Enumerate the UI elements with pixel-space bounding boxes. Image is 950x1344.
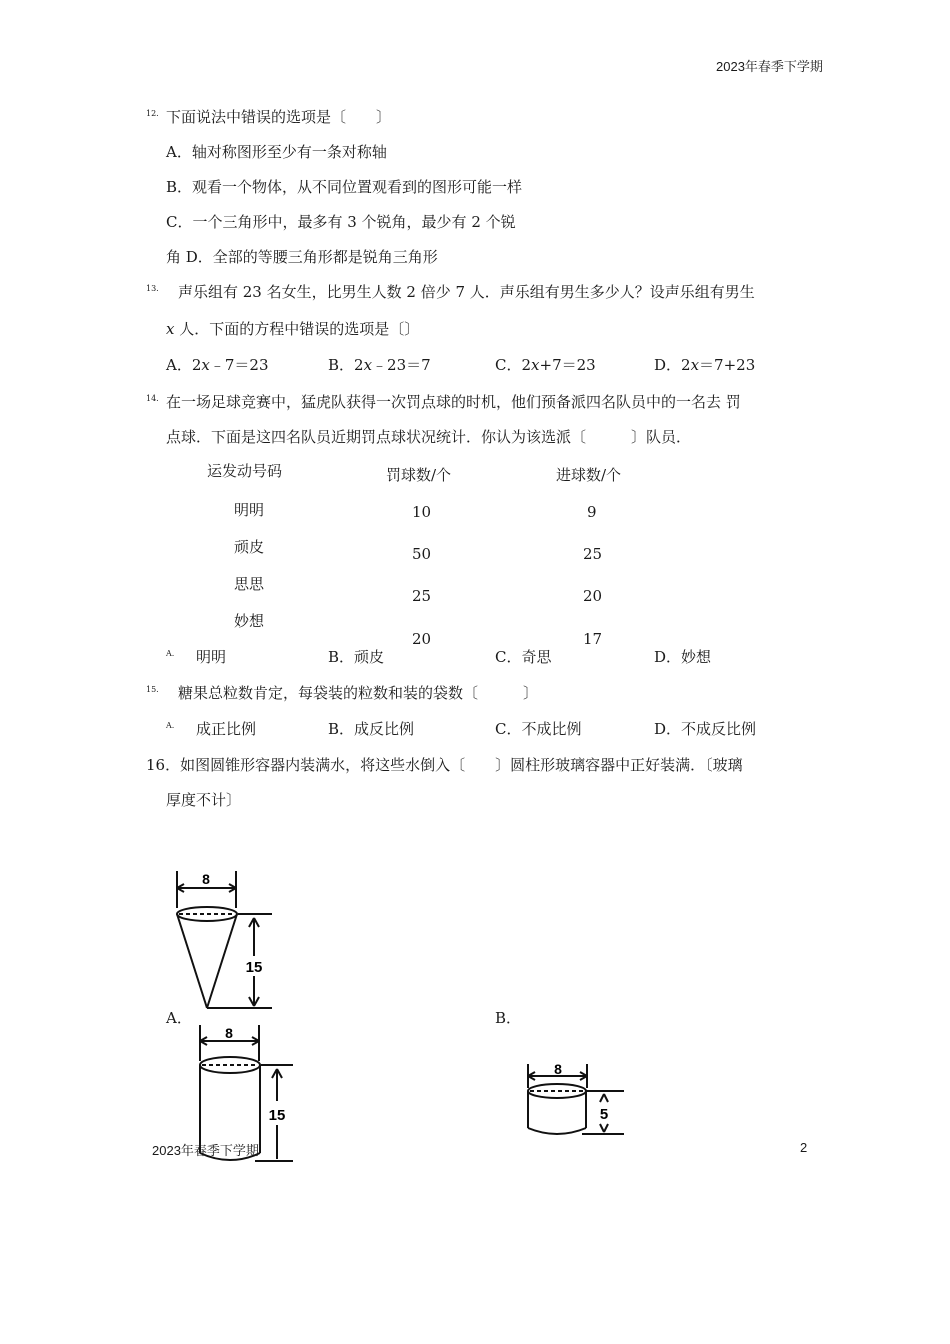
question-12-option-a: A．轴对称图形至少有一条对称轴 (166, 143, 387, 161)
question-13-stem-line2: x 人．下面的方程中错误的选项是〔〕 (166, 320, 420, 338)
table-cell-goals: 25 (583, 545, 603, 563)
question-12-stem: 下面说法中错误的选项是〔 〕 (166, 108, 392, 126)
table-cell-name: 思思 (234, 575, 265, 593)
question-12-option-c: C．一个三角形中，最多有 3 个锐角，最少有 2 个锐 (166, 213, 516, 231)
page-footer-term: 2023年春季下学期 (152, 1143, 259, 1158)
table-cell-shots: 10 (412, 503, 432, 521)
cylinder-b-height-label: 5 (599, 1106, 609, 1123)
question-15-option-d: D．不成反比例 (654, 720, 757, 738)
table-header-goals: 进球数/个 (556, 466, 622, 484)
table-cell-goals: 20 (583, 587, 603, 605)
question-14-stem-line1: 在一场足球竞赛中，猛虎队获得一次罚点球的时机，他们预备派四名队员中的一名去 罚 (166, 393, 741, 411)
page-header: 2023年春季下学期 (716, 59, 823, 74)
table-header-player: 运发动号码 (207, 462, 283, 480)
question-14-stem-line2: 点球．下面是这四名队员近期罚点球状况统计．你认为该选派〔 〕队员． (166, 428, 692, 446)
question-12-option-b: B．观看一个物体，从不同位置观看到的图形可能一样 (166, 178, 523, 196)
question-13-stem-line1: 声乐组有 23 名女生，比男生人数 2 倍少 7 人．声乐组有男生多少人？设声乐组有男生 (178, 283, 755, 301)
question-15-stem: 糖果总粒数肯定，每袋装的粒数和装的袋数〔 〕 (178, 684, 539, 702)
table-header-shots: 罚球数/个 (386, 466, 452, 484)
question-13-option-d: D．2x＝7+23 (654, 356, 756, 374)
table-cell-shots: 50 (412, 545, 432, 563)
table-cell-name: 妙想 (234, 612, 265, 630)
question-13-option-c: C．2x+7＝23 (495, 356, 596, 374)
table-cell-goals: 9 (587, 503, 597, 521)
table-cell-shots: 25 (412, 587, 432, 605)
question-14-option-a: 明明 (196, 648, 227, 666)
question-14-option-d: D．妙想 (654, 648, 712, 666)
question-number-14: 14. (146, 394, 159, 403)
cylinder-b-figure (522, 1062, 628, 1140)
cylinder-a-diameter-label: 8 (225, 1025, 233, 1041)
question-number-13: 13. (146, 284, 159, 293)
question-13-option-b: B．2x﹣23＝7 (328, 356, 431, 374)
cylinder-b-diameter-label: 8 (554, 1062, 562, 1077)
table-cell-name: 顽皮 (234, 538, 265, 556)
question-15-option-b: B．成反比例 (328, 720, 415, 738)
question-16-stem-line2: 厚度不计〕 (166, 791, 242, 809)
question-15-option-a: 成正比例 (196, 720, 257, 738)
question-15-option-marker: A. (166, 721, 175, 730)
question-15-option-c: C．不成比例 (495, 720, 582, 738)
cone-figure (170, 868, 280, 1016)
question-14-option-marker: A. (166, 649, 175, 658)
question-13-option-a: A．2x﹣7＝23 (166, 356, 269, 374)
table-cell-name: 明明 (234, 501, 265, 519)
cylinder-a-height-label: 15 (268, 1107, 286, 1124)
table-cell-goals: 17 (583, 630, 603, 648)
question-14-option-c: C．奇思 (495, 648, 552, 666)
question-number-15: 15. (146, 685, 159, 694)
question-16-stem-line1: 16．如图圆锥形容器内装满水，将这些水倒入〔 〕圆柱形玻璃容器中正好装满．〔玻璃 (146, 756, 743, 774)
cone-diameter-label: 8 (202, 871, 210, 887)
option-a-label: A． (166, 1009, 192, 1027)
variable-x: x (166, 320, 175, 338)
option-b-label: B． (495, 1009, 522, 1027)
page-number: 2 (800, 1140, 808, 1155)
question-14-option-b: B．顽皮 (328, 648, 385, 666)
cone-height-label: 15 (245, 959, 263, 976)
question-number-12: 12. (146, 109, 159, 118)
table-cell-shots: 20 (412, 630, 432, 648)
question-12-option-d: 角 D．全部的等腰三角形都是锐角三角形 (166, 248, 438, 266)
